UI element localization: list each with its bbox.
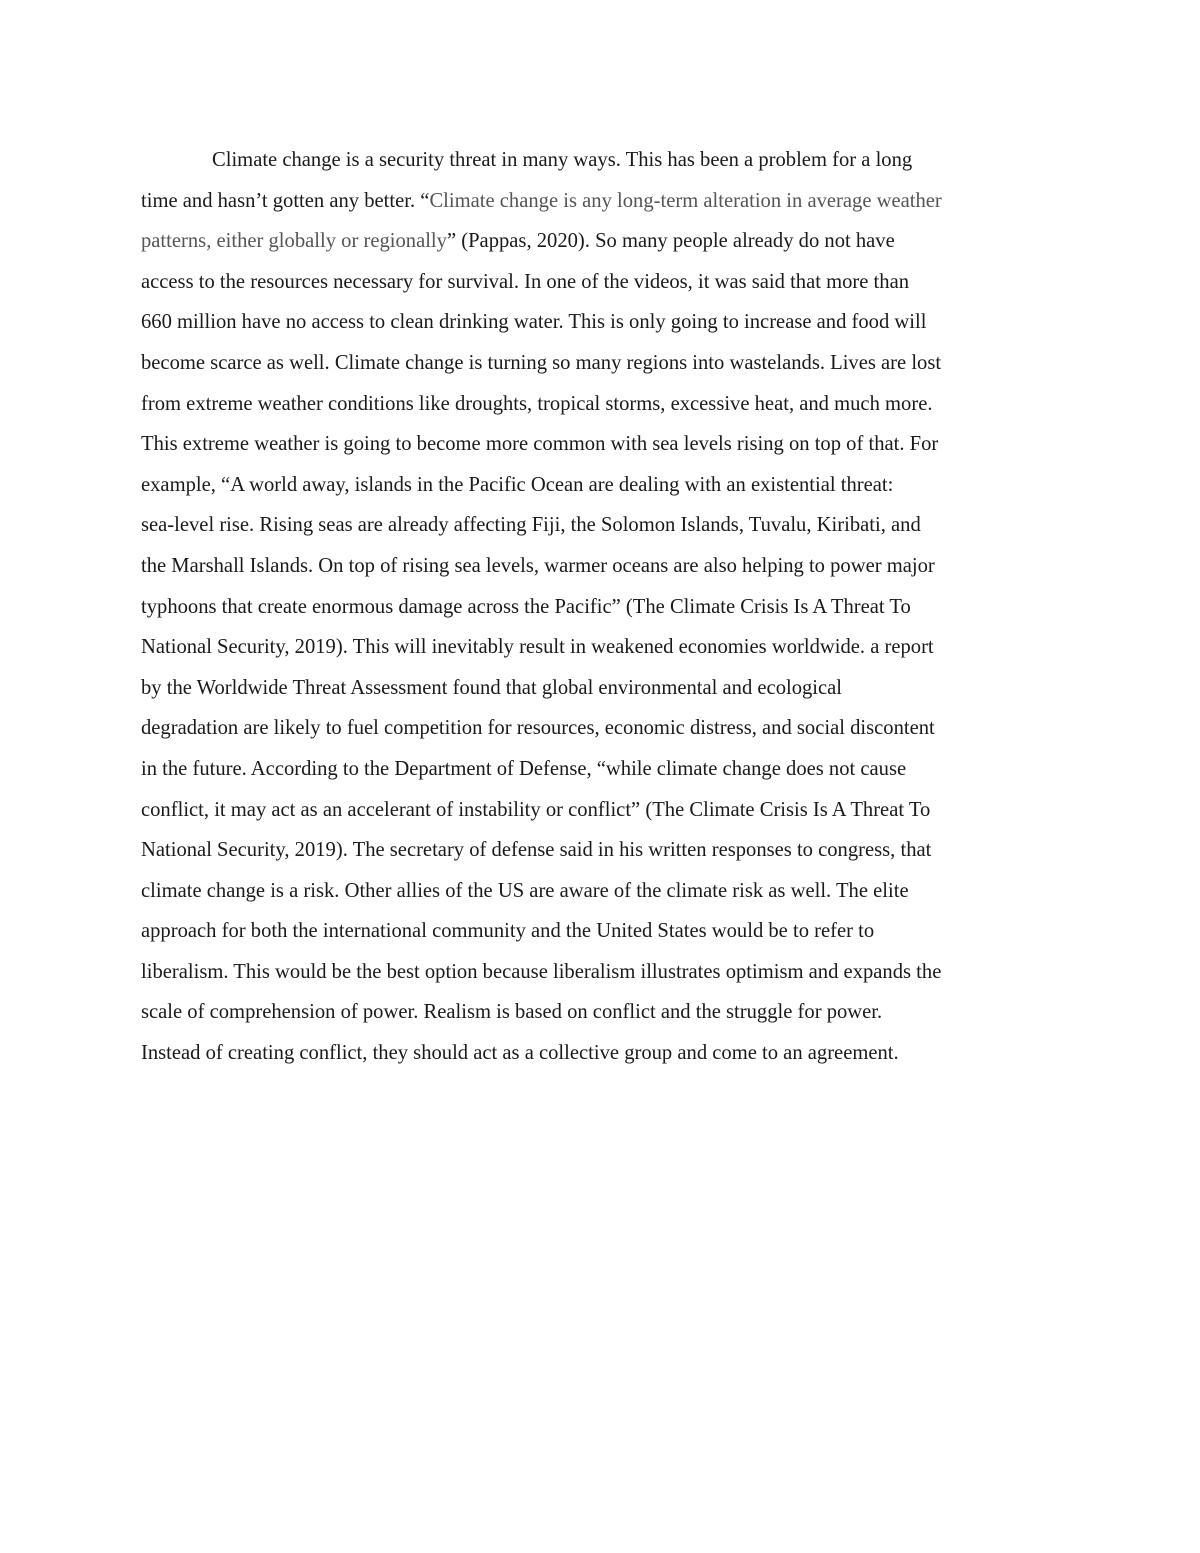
text-line: [141, 871, 1071, 912]
text-line: [141, 181, 1071, 222]
text-line: [141, 505, 1071, 546]
text-segment: sea-level rise. Rising seas are already affecting Fiji, the Solomon Islands, Tuvalu, Kiribati, and: [141, 514, 921, 537]
text-segment: ” (Pappas, 2020). So many people already do not have: [446, 230, 895, 253]
text-segment: by the Worldwide Threat Assessment found that global environmental and ecological: [141, 676, 843, 699]
text-segment: climate change is a risk. Other allies of the US are aware of the climate risk as well. The elite: [141, 879, 909, 902]
text-segment: liberalism. This would be the best option because liberalism illustrates optimism and expands the: [141, 960, 942, 983]
text-segment: conflict, it may act as an accelerant of instability or conflict” (The Climate Crisis Is A Threat To: [141, 798, 931, 821]
text-line: [141, 911, 1071, 952]
text-segment: National Security, 2019). The secretary of defense said in his written responses to congress, that: [141, 839, 932, 862]
text-segment: Climate change is a security threat in many ways. This has been a problem for a long: [212, 149, 913, 171]
text-line: [141, 952, 1071, 993]
paragraph: [141, 140, 1071, 1074]
text-line: [141, 708, 1071, 749]
text-segment: become scarce as well. Climate change is turning so many regions into wastelands. Lives are lost: [141, 351, 942, 374]
quoted-text-segment: patterns, either globally or regionally: [141, 230, 447, 253]
text-segment: 660 million have no access to clean drinking water. This is only going to increase and food will: [141, 311, 927, 334]
text-segment: access to the resources necessary for survival. In one of the videos, it was said that more than: [141, 270, 910, 293]
text-line: [141, 587, 1071, 628]
text-line: [141, 668, 1071, 709]
text-line: [141, 830, 1071, 871]
text-line: [141, 546, 1071, 587]
text-line: [141, 790, 1071, 831]
text-line: [141, 1033, 1071, 1074]
quoted-text-segment: Climate change is any long-term alteration in average weather: [429, 189, 942, 212]
text-segment: typhoons that create enormous damage across the Pacific” (The Climate Crisis Is A Threat To: [141, 595, 911, 618]
text-segment: approach for both the international community and the United States would be to refer to: [141, 920, 875, 943]
text-segment: time and hasn’t gotten any better. “: [141, 189, 430, 212]
text-line: [141, 465, 1071, 506]
text-line: [141, 221, 1071, 262]
text-line: [141, 384, 1071, 425]
text-segment: Instead of creating conflict, they should act as a collective group and come to an agreement.: [141, 1042, 899, 1065]
text-segment: from extreme weather conditions like droughts, tropical storms, excessive heat, and much more.: [141, 392, 933, 415]
text-line: [141, 343, 1071, 384]
text-line: [141, 262, 1071, 303]
text-line: [141, 749, 1071, 790]
text-segment: in the future. According to the Department of Defense, “while climate change does not cause: [141, 757, 907, 780]
text-segment: This extreme weather is going to become more common with sea levels rising on top of that. For: [141, 433, 939, 456]
text-line: [141, 992, 1071, 1033]
text-line: [141, 140, 1071, 181]
text-segment: National Security, 2019). This will inevitably result in weakened economies worldwide. a report: [141, 636, 934, 659]
text-segment: the Marshall Islands. On top of rising sea levels, warmer oceans are also helping to power major: [141, 554, 935, 577]
text-segment: example, “A world away, islands in the Pacific Ocean are dealing with an existential threat:: [141, 473, 894, 496]
text-segment: degradation are likely to fuel competition for resources, economic distress, and social discontent: [141, 717, 935, 740]
text-line: [141, 424, 1071, 465]
text-line: [141, 627, 1071, 668]
text-line: [141, 302, 1071, 343]
text-segment: scale of comprehension of power. Realism is based on conflict and the struggle for power.: [141, 1001, 883, 1024]
